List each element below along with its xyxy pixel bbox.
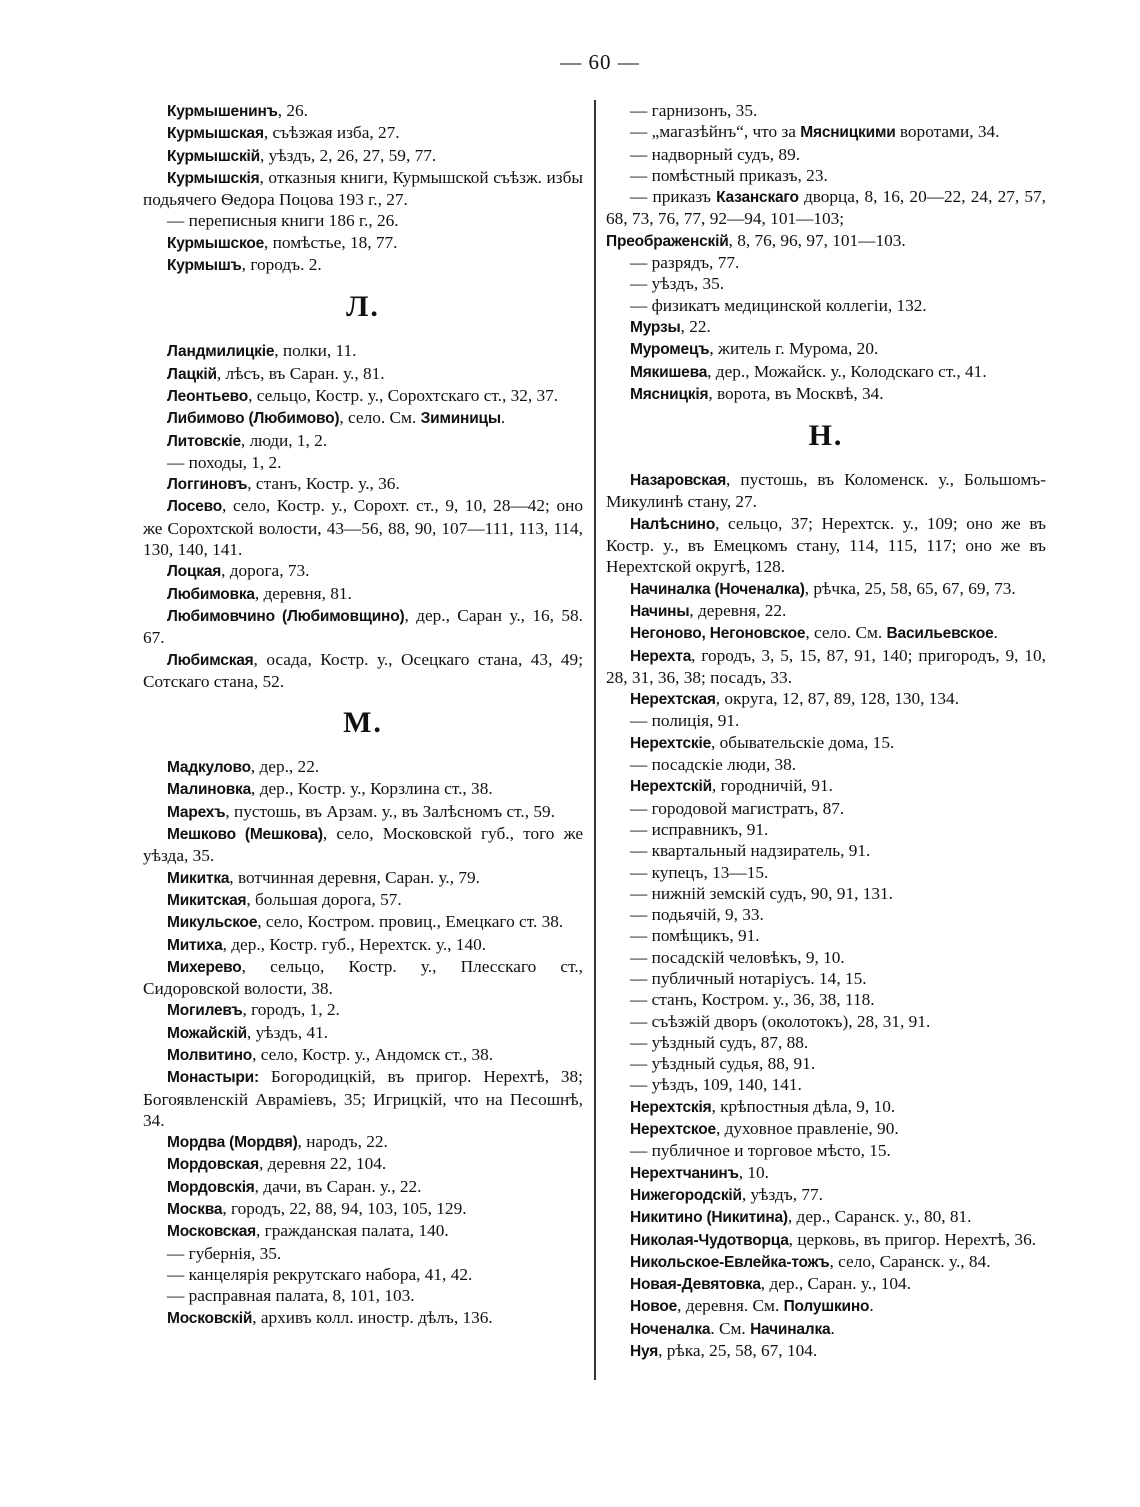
entry-heading: Марехъ [167, 803, 226, 821]
index-entry [143, 560, 583, 582]
index-entry [143, 340, 583, 362]
entry-heading: Мадкулово [167, 759, 251, 777]
index-entry [143, 167, 583, 211]
index-entry [606, 361, 1046, 383]
entry-text: — посадскій человѣкъ, 9, 10. [630, 947, 845, 967]
entry-text: — уѣздъ, 109, 140, 141. [630, 1075, 802, 1095]
index-entry [143, 430, 583, 452]
entry-text: — исправникъ, 91. [630, 819, 769, 839]
section-letter: М. [343, 706, 383, 740]
index-entry [606, 754, 1046, 775]
entry-heading: Монастыри: [167, 1069, 259, 1087]
entry-heading: Преображенскій [606, 232, 729, 250]
entry-text: , осада, Костр. у., Осецкаго стана, 43, 49; Сотскаго стана, 52. [143, 649, 583, 691]
entry-heading: Мясницкія [630, 385, 709, 403]
entry-text: — станъ, Костром. у., 36, 38, 118. [630, 990, 875, 1010]
index-entry [606, 1184, 1046, 1206]
entry-heading: Микульское [167, 914, 258, 932]
index-entry [606, 121, 1046, 143]
entry-text: , дер., Саранск. у., 80, 81. [787, 1207, 972, 1227]
index-entry [606, 1053, 1046, 1074]
entry-text: — публичное и торговое мѣсто, 15. [630, 1141, 891, 1161]
index-entry [143, 122, 583, 144]
entry-reference: Мясницкими [800, 124, 896, 142]
index-entry [143, 778, 583, 800]
entry-text: — уѣздъ, 35. [630, 274, 725, 294]
entry-text: — публичный нотаріусъ. 14, 15. [630, 968, 867, 988]
entry-heading: Леонтьево [167, 387, 249, 405]
entry-text: , вотчинная деревня, Саран. у., 79. [229, 867, 480, 887]
entry-heading: Мешково (Мешкова) [167, 826, 323, 844]
entry-text: — уѣздный судья, 88, 91. [630, 1054, 816, 1074]
entry-text: , пустошь, въ Коломенск. у., Большомъ-Микулинѣ стану, 27. [606, 470, 1046, 512]
index-entry [143, 583, 583, 605]
index-entry [143, 1131, 583, 1153]
index-entry [143, 911, 583, 933]
entry-text: — подьячій, 9, 33. [630, 905, 764, 925]
entry-text: — полиція, 91. [630, 711, 740, 731]
right-column [606, 100, 1046, 1362]
entry-text: — походы, 1, 2. [167, 452, 282, 472]
entry-text: — помѣщикъ, 91. [630, 926, 760, 946]
entry-heading: Новая-Девятовка [630, 1276, 761, 1294]
entry-text: — „магазѣйнъ“, что за [630, 122, 801, 142]
entry-text: , пустошь, въ Арзам. у., въ Залѣсномъ ст., 59. [225, 801, 555, 821]
entry-text: , рѣка, 25, 58, 67, 104. [658, 1341, 818, 1361]
page-number: — 60 — [560, 50, 640, 74]
entry-reference: Начиналка [750, 1320, 831, 1338]
entry-heading: Нерехтскія [630, 1098, 712, 1116]
entry-text: — купецъ, 13—15. [630, 862, 769, 882]
entry-text: , городъ, 1, 2. [242, 1000, 340, 1020]
entry-text: — нижній земскій судъ, 90, 91, 131. [630, 883, 893, 903]
index-entry [143, 1285, 583, 1306]
index-entry [606, 775, 1046, 797]
index-entry [606, 1340, 1046, 1362]
entry-text: , церковь, въ пригор. Нерехтѣ, 36. [788, 1229, 1037, 1249]
entry-heading: Нуя [630, 1343, 659, 1361]
entry-text: — приказъ [630, 187, 717, 207]
entry-text: , 8, 76, 96, 97, 101—103. [728, 230, 906, 250]
entry-text: , народъ, 22. [297, 1132, 388, 1152]
entry-text: . См. [710, 1318, 751, 1338]
entry-text: , житель г. Мурома, 20. [709, 339, 879, 359]
entry-text: — расправная палата, 8, 101, 103. [167, 1286, 415, 1306]
entry-heading: Курмышскія [167, 169, 260, 187]
entry-text: , деревня 22, 104. [258, 1154, 387, 1174]
entry-heading: Московскій [167, 1309, 253, 1327]
entry-text: , дер., Можайск. у., Колодскаго ст., 41. [707, 361, 987, 381]
index-entry [143, 649, 583, 693]
entry-heading: Начиналка (Ноченалка) [630, 580, 805, 598]
entry-heading: Нерехтскій [630, 778, 712, 796]
index-entry [143, 1264, 583, 1285]
entry-heading: Малиновка [167, 781, 252, 799]
entry-heading: Литовскіе [167, 432, 241, 450]
entry-text: — переписныя книги 186 г., 26. [167, 211, 399, 231]
entry-heading: Логгиновъ [167, 476, 248, 494]
entry-text: , дорога, 73. [221, 561, 310, 581]
entry-text: — канцелярія рекрутскаго набора, 41, 42. [167, 1264, 473, 1284]
entry-text: — губернія, 35. [167, 1243, 282, 1263]
entry-text: , дер., Саран у., 16, 58. 67. [143, 605, 583, 648]
entry-heading: Николая-Чудотворца [630, 1231, 789, 1249]
entry-heading: Микитка [167, 869, 230, 887]
entry-text: , духовное правленіе, 90. [715, 1119, 899, 1139]
entry-text: , дер., Саран. у., 104. [760, 1274, 912, 1294]
index-entry [606, 1096, 1046, 1118]
entry-text: — городовой магистратъ, 87. [630, 798, 845, 818]
index-entry [606, 252, 1046, 273]
index-entry [143, 1153, 583, 1175]
entry-text: , деревня. См. [677, 1296, 784, 1316]
entry-text: — физикатъ медицинской коллегіи, 132. [630, 295, 927, 315]
index-entry [606, 1273, 1046, 1295]
entry-heading: Курмышенинъ [167, 103, 278, 120]
entry-text: — уѣздный судъ, 87, 88. [630, 1032, 809, 1052]
index-entry [606, 1229, 1046, 1251]
index-entry [606, 688, 1046, 710]
section-letter: Н. [808, 419, 844, 453]
entry-heading: Никитино (Никитина) [630, 1209, 788, 1227]
entry-text: Богородицкій, въ пригор. Нерехтѣ, 38; Богоявленскій Авраміевъ, 35; Игрицкій, что на Песошнѣ, 34. [143, 1067, 583, 1130]
entry-heading: Либимово (Любимово) [167, 410, 340, 428]
index-entry [606, 904, 1046, 925]
index-entry [606, 1318, 1046, 1340]
entry-heading: Митиха [167, 936, 223, 954]
entry-text: , село. См. [339, 408, 421, 428]
index-entry [606, 600, 1046, 622]
entry-text: , деревня, 81. [254, 583, 352, 603]
entry-text: , дер., Костр. губ., Нерехтск. у., 140. [222, 934, 487, 954]
entry-heading: Курмышскій [167, 147, 260, 165]
entry-text: — съѣзжій дворъ (околотокъ), 28, 31, 91. [630, 1011, 931, 1031]
entry-text: — разрядъ, 77. [630, 253, 740, 273]
entry-heading: Любимовка [167, 585, 255, 603]
index-entry [606, 230, 1046, 252]
index-entry [143, 1066, 583, 1131]
index-entry [606, 732, 1046, 754]
entry-text: , съѣзжая изба, 27. [263, 123, 400, 143]
index-entry [606, 295, 1046, 316]
entry-heading: Молвитино [167, 1046, 253, 1064]
entry-heading: Мякишева [630, 363, 708, 381]
entry-text-end: воротами, 34. [895, 122, 1000, 142]
index-entry [143, 1198, 583, 1220]
index-entry [606, 338, 1046, 360]
index-entry [606, 1251, 1046, 1273]
entry-heading: Любимовчино (Любимовщино) [167, 607, 405, 625]
index-entry [143, 495, 583, 560]
entry-heading: Лоцкая [167, 563, 222, 581]
index-entry [606, 273, 1046, 294]
entry-heading: Лосево [167, 498, 222, 516]
entry-text-end: . [869, 1296, 874, 1316]
entry-text: , село, Костр. у., Сорохт. ст., 9, 10, 28—42; оно же Сорохтской волости, 43—56, 88, 90, 107—111, 113, 114, 130, 140, 141. [143, 496, 583, 560]
entry-text: , городничій, 91. [711, 776, 833, 796]
index-entry [143, 867, 583, 889]
index-entry [143, 407, 583, 429]
index-entry [143, 889, 583, 911]
entry-text: , село, Московской губ., того же уѣзда, 35. [143, 824, 583, 866]
index-entry [143, 956, 583, 1000]
entry-heading: Никольское-Евлейка-тожъ [630, 1253, 830, 1271]
index-entry [606, 1295, 1046, 1317]
index-entry [143, 254, 583, 276]
index-entry [606, 316, 1046, 338]
index-entry [143, 756, 583, 778]
entry-text: , уѣздъ, 41. [246, 1022, 329, 1042]
entry-heading: Михерево [167, 958, 242, 976]
index-entry [606, 819, 1046, 840]
index-entry [606, 968, 1046, 989]
entry-text: , уѣздъ, 2, 26, 27, 59, 77. [259, 145, 437, 165]
index-entry [143, 801, 583, 823]
entry-heading: Курмышская [167, 125, 264, 143]
entry-text: , городъ, 22, 88, 94, 103, 105, 129. [222, 1199, 467, 1219]
entry-text: , 26. [277, 101, 308, 120]
entry-heading: Назаровская [630, 472, 727, 490]
index-entry [143, 452, 583, 473]
entry-heading: Нерехтскіе [630, 734, 712, 752]
entry-heading: Налѣснино [630, 515, 716, 533]
index-entry [143, 385, 583, 407]
index-entry [606, 798, 1046, 819]
index-entry [606, 165, 1046, 186]
entry-text: , уѣздъ, 77. [741, 1184, 823, 1204]
entry-heading: Можайскій [167, 1024, 247, 1042]
index-entry [606, 1074, 1046, 1095]
entry-heading: Мордва (Мордвя) [167, 1134, 298, 1152]
entry-text: , дачи, въ Саран. у., 22. [254, 1176, 422, 1196]
entry-heading: Ноченалка [630, 1320, 711, 1338]
entry-heading: Москва [167, 1201, 223, 1219]
entry-heading: Лацкій [167, 365, 217, 383]
entry-text-end: дворца, 8, 16, 20—22, 24, 27, 57, 68, 73, 76, 77, 92—94, 101—103; [606, 187, 1046, 229]
entry-text: , сельцо, Костр. у., Сорохтскаго ст., 32, 37. [248, 385, 559, 405]
index-entry [606, 1118, 1046, 1140]
entry-text: , ворота, въ Москвѣ, 34. [708, 383, 884, 403]
entry-reference: Васильевское [886, 625, 994, 643]
index-entry [606, 469, 1046, 513]
entry-text: — посадскіе люди, 38. [630, 755, 797, 775]
entry-text: , люди, 1, 2. [240, 430, 328, 450]
index-entry [143, 1220, 583, 1242]
section-letter: Л. [346, 290, 380, 324]
entry-text: , городъ. 2. [241, 255, 322, 275]
entry-text: , помѣстье, 18, 77. [264, 232, 398, 252]
entry-text-end: . [993, 623, 998, 643]
entry-text: , сельцо, Костр. у., Плесскаго ст., Сидоровской волости, 38. [143, 956, 583, 999]
index-entry [143, 1307, 583, 1329]
entry-reference: Полушкино [783, 1298, 870, 1316]
entry-text: , станъ, Костр. у., 36. [247, 474, 400, 494]
entry-heading: Курмышское [167, 234, 265, 252]
index-entry [143, 1022, 583, 1044]
index-entry [606, 710, 1046, 731]
index-entry [606, 186, 1046, 230]
entry-text: , большая дорога, 57. [246, 889, 402, 909]
entry-text: , городъ, 3, 5, 15, 87, 91, 140; пригородъ, 9, 10, 28, 31, 36, 38; посадъ, 33. [606, 645, 1046, 687]
entry-text: , дер., Костр. у., Корзлина ст., 38. [251, 779, 493, 799]
entry-heading: Нерехтская [630, 691, 716, 709]
index-entry [143, 1044, 583, 1066]
index-entry [606, 1206, 1046, 1228]
entry-text: — квартальный надзиратель, 91. [630, 841, 871, 861]
index-entry [143, 1176, 583, 1198]
entry-text: , село, Костр. у., Андомск ст., 38. [252, 1044, 494, 1064]
entry-heading: Мордовская [167, 1156, 259, 1174]
index-entry [143, 145, 583, 167]
entry-heading: Нерехтчанинъ [630, 1164, 739, 1182]
index-entry [606, 513, 1046, 578]
index-entry [606, 1011, 1046, 1032]
index-entry [606, 840, 1046, 861]
entry-heading: Начины [630, 602, 690, 620]
entry-heading: Нерехтское [630, 1121, 716, 1139]
entry-text: , 22. [680, 316, 711, 336]
entry-reference: Казанскаго [716, 189, 799, 207]
index-entry [143, 999, 583, 1021]
entry-text: — надворный судъ, 89. [630, 144, 801, 164]
index-entry [606, 645, 1046, 689]
column-divider [594, 100, 596, 1380]
entry-text: , село. См. [805, 623, 887, 643]
index-entry [606, 144, 1046, 165]
index-entry [606, 622, 1046, 644]
index-entry [606, 1032, 1046, 1053]
entry-text: , обывательскіе дома, 15. [711, 732, 895, 752]
entry-text: , отказныя книги, Курмышской съѣзж. избы подьячего Ѳедора Поцова 193 г., 27. [143, 167, 583, 210]
index-entry [143, 232, 583, 254]
index-entry [606, 947, 1046, 968]
entry-text-end: . [500, 408, 506, 428]
entry-text: , 10. [738, 1162, 769, 1182]
index-entry [143, 210, 583, 231]
entry-text-end: . [830, 1318, 835, 1338]
entry-heading: Ландмилицкіе [167, 343, 275, 361]
entry-heading: Мурзы [630, 318, 681, 336]
index-entry [606, 989, 1046, 1010]
index-entry [143, 934, 583, 956]
entry-reference: Зиминицы [420, 410, 501, 428]
index-entry [606, 862, 1046, 883]
index-entry [143, 823, 583, 867]
entry-text: , сельцо, 37; Нерехтск. у., 109; оно же въ Костр. у., въ Емецкомъ стану, 114, 115, 117; оно же въ Нерехтской округѣ, 128. [606, 513, 1046, 577]
index-entry [606, 100, 1046, 121]
entry-heading: Московская [167, 1223, 257, 1241]
index-entry [143, 100, 583, 122]
index-entry [606, 1140, 1046, 1161]
entry-text: , лѣсъ, въ Саран. у., 81. [216, 363, 385, 383]
entry-heading: Нижегородскій [630, 1186, 742, 1204]
entry-text: , округа, 12, 87, 89, 128, 130, 134. [715, 689, 960, 709]
index-entry [606, 578, 1046, 600]
entry-heading: Новое [630, 1298, 678, 1316]
entry-heading: Негоново, Негоновское [630, 625, 806, 643]
entry-text: — помѣстный приказъ, 23. [630, 165, 828, 185]
entry-heading: Могилевъ [167, 1002, 243, 1020]
entry-heading: Муромецъ [630, 341, 710, 359]
entry-text: , рѣчка, 25, 58, 65, 67, 69, 73. [804, 578, 1016, 598]
entry-text: , архивъ колл. иностр. дѣлъ, 136. [252, 1307, 493, 1327]
entry-heading: Мордовскія [167, 1178, 255, 1196]
entry-text: , деревня, 22. [689, 600, 787, 620]
entry-heading: Нерехта [630, 647, 692, 665]
entry-text: , село, Саранск. у., 84. [829, 1251, 991, 1271]
entry-heading: Любимская [167, 651, 254, 669]
index-entry [606, 925, 1046, 946]
entry-text: , полки, 11. [274, 341, 357, 361]
entry-text: , село, Костром. провиц., Емецкаго ст. 38. [257, 912, 564, 932]
entry-text: , крѣпостныя дѣла, 9, 10. [711, 1096, 896, 1116]
left-column [143, 100, 583, 1329]
index-entry [143, 1243, 583, 1264]
entry-text: , гражданская палата, 140. [256, 1221, 449, 1241]
index-entry [606, 1162, 1046, 1184]
index-entry [143, 363, 583, 385]
index-entry [606, 383, 1046, 405]
index-entry [143, 473, 583, 495]
index-entry [143, 605, 583, 649]
entry-text: — гарнизонъ, 35. [630, 101, 758, 120]
index-entry [606, 883, 1046, 904]
entry-heading: Курмышъ [167, 257, 242, 275]
entry-heading: Микитская [167, 891, 247, 909]
entry-text: , дер., 22. [250, 757, 320, 777]
